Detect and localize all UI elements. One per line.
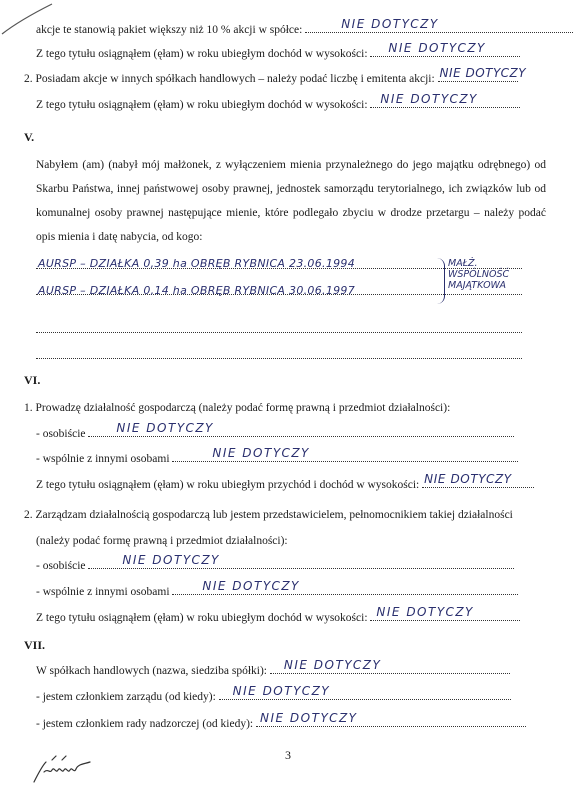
management-personal-label: - osobiście [36,560,86,572]
other-shares-value: NIE DOTYCZY [439,66,527,80]
property-row-3 [36,320,522,333]
management-personal-field [88,553,514,569]
income-label-2: Z tego tytułu osiągnąłem (ęłam) w roku ubiegłym dochód w wysokości: [36,99,368,111]
business-joint-value: NIE DOTYCZY [212,446,310,460]
board-member-row [36,684,511,704]
supervisory-board-label: - jestem członkiem rady nadzorczej (od kiedy): [36,718,254,730]
handwritten-brace [434,258,445,304]
section-vi-heading: VI. [24,373,41,387]
management-income-row [36,605,520,625]
other-shares-field [438,66,527,82]
income-value-2: NIE DOTYCZY [380,92,478,106]
business-management-question: 2. Zarządzam działalnością gospodarczą lub jestem przedstawicielem, pełnomocnikiem takiej działalności [24,509,513,521]
marital-property-note: MAŁŻ. WSPÓLNOŚĆ MAJĄTKOWA [448,258,510,291]
shares-over-10-percent-row [36,17,573,37]
income-field-2 [370,92,520,108]
management-income-label: Z tego tytułu osiągnąłem (ęłam) w roku ubiegłym dochód w wysokości: [36,612,368,624]
business-income-row [36,472,534,492]
supervisory-board-row [36,711,526,731]
income-row-2 [36,92,520,112]
income-label-1: Z tego tytułu osiągnąłem (ęłam) w roku ubiegłym dochód w wysokości: [36,48,368,60]
board-member-value: NIE DOTYCZY [232,684,331,698]
companies-field [270,658,510,674]
page-number: 3 [285,748,291,762]
business-personal-label: - osobiście [36,428,86,440]
shares-over-10-percent-field [305,17,573,33]
property-row-4 [36,346,522,359]
other-shares-label: 2. Posiadam akcje w innych spółkach handlowych – należy podać liczbę i emitenta akcji: [24,73,435,85]
management-personal-row [36,553,514,573]
companies-value: NIE DOTYCZY [283,658,382,672]
business-joint-row [36,446,518,466]
business-personal-row [36,421,514,441]
business-joint-label: - wspólnie z innymi osobami [36,453,170,465]
supervisory-board-value: NIE DOTYCZY [260,711,358,725]
companies-label: W spółkach handlowych (nazwa, siedziba spółki): [36,665,267,677]
supervisory-board-field [256,711,526,727]
property-entry-1: AURSP – DZIAŁKA 0,39 ha OBRĘB RYBNICA 23.06.1994 [38,257,356,270]
shares-over-10-percent-value: NIE DOTYCZY [341,17,439,31]
board-member-label: - jestem członkiem zarządu (od kiedy): [36,691,216,703]
business-personal-value: NIE DOTYCZY [116,421,214,435]
section-v-paragraph: Nabyłem (am) (nabył mój małżonek, z wyłączeniem mienia przynależnego do jego majątku odrębnego) od Skarbu Państwa, innej państwowej osoby prawnej, jednostek samorządu terytorialnego, ich związków lub od komunalnej osoby prawnej następujące mienie, które podlegało zbyciu w drodze przetargu – należy podać opis mienia i datę nabycia, od kogo: [36,159,546,243]
management-income-field [370,605,520,621]
management-joint-value: NIE DOTYCZY [202,579,300,593]
board-member-field [219,684,511,700]
income-value-1: NIE DOTYCZY [388,41,486,55]
business-joint-field [172,446,518,462]
management-joint-field [172,579,518,595]
companies-row [36,658,510,678]
business-income-value: NIE DOTYCZY [424,472,512,486]
management-joint-label: - wspólnie z innymi osobami [36,586,170,598]
management-income-value: NIE DOTYCZY [376,605,474,619]
business-activity-question: 1. Prowadzę działalność gospodarczą (należy podać formę prawną i przedmiot działalności): [24,402,451,414]
business-management-subtitle: (należy podać formę prawną i przedmiot działalności): [36,535,288,547]
income-row-1 [36,41,520,61]
business-income-label: Z tego tytułu osiągnąłem (ęłam) w roku ubiegłym przychód i dochód w wysokości: [36,479,420,491]
shares-over-10-percent-label: akcje te stanowią pakiet większy niż 10 % akcji w spółce: [36,24,303,36]
property-entry-2: AURSP – DZIAŁKA 0,14 ha OBRĘB RYBNICA 30.06.1997 [38,284,356,297]
management-joint-row [36,579,518,599]
section-vii-heading: VII. [24,638,46,652]
income-field-1 [370,41,520,57]
section-v-heading: V. [24,130,35,144]
other-shares-row [24,66,527,86]
business-personal-field [88,421,514,437]
signature-initials [30,752,110,788]
business-income-field [422,472,534,488]
management-personal-value: NIE DOTYCZY [122,553,220,567]
